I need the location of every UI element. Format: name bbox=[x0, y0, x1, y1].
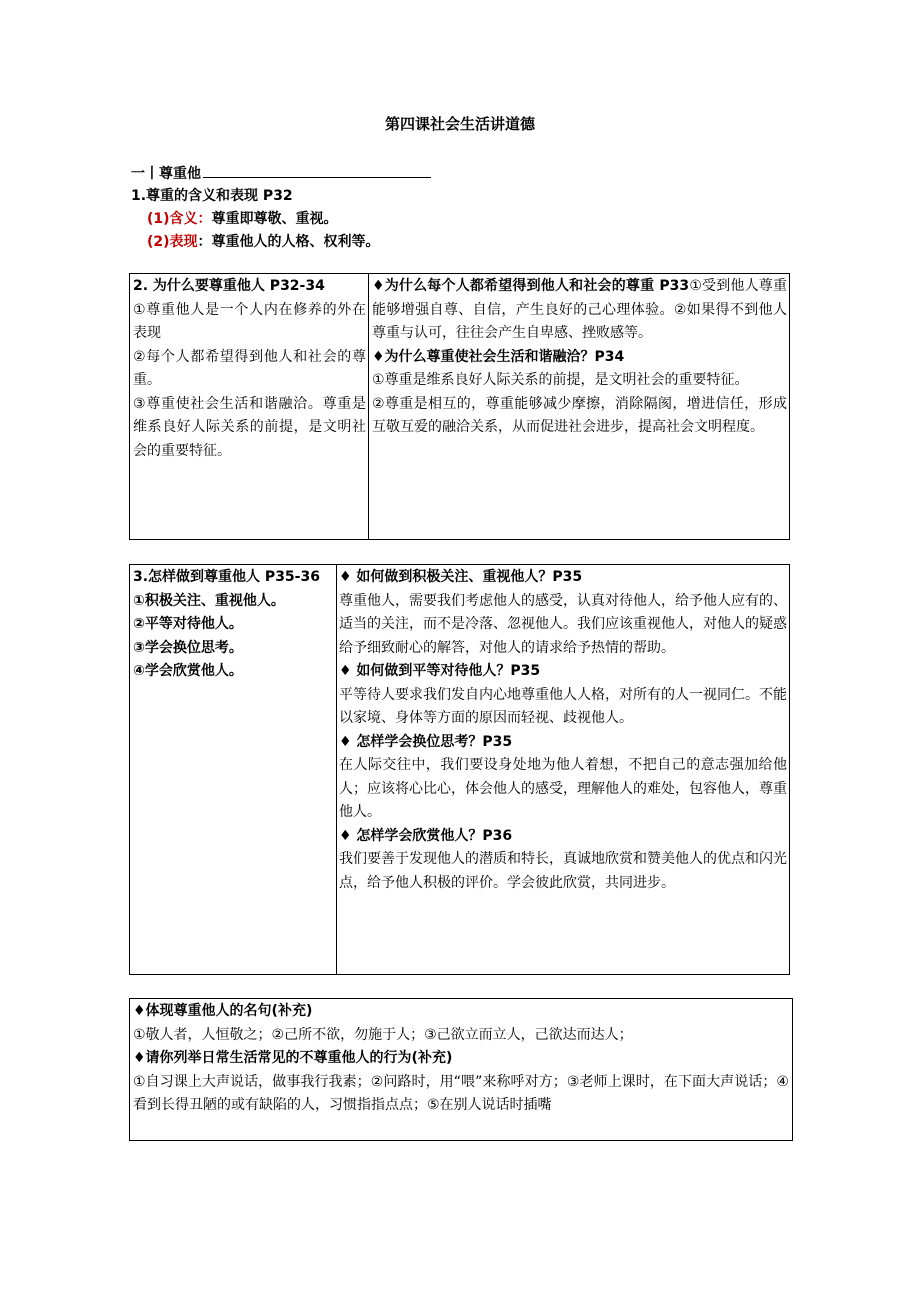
answer-harmony-1: ①尊重是维系良好人际关系的前提，是文明社会的重要特征。 bbox=[372, 372, 749, 388]
how-respect-left-cell bbox=[130, 565, 337, 974]
meaning-label: (1)含义： bbox=[147, 211, 212, 227]
how-respect-table bbox=[129, 564, 790, 975]
section-heading-text: 一丨尊重他 bbox=[131, 166, 201, 182]
why-respect-item-3: ③尊重使社会生活和谐融洽。尊重是维系良好人际关系的前提，是文明社会的重要特征。 bbox=[133, 395, 366, 459]
behavior-text: ：尊重他人的人格、权利等。 bbox=[197, 234, 380, 250]
answer-equality: 平等待人要求我们发自内心地尊重他人人格，对所有的人一视同仁。不能以家境、身体等方面的原因而轻视、歧视他人。 bbox=[339, 686, 787, 726]
why-respect-item-1: ①尊重他人是一个人内在修养的外在表现 bbox=[133, 301, 366, 341]
how-respect-item-3: ③学会换位思考。 bbox=[133, 639, 243, 656]
question-appreciation: ♦ 怎样学会欣赏他人？P36 bbox=[339, 827, 513, 844]
how-respect-item-4: ④学会欣赏他人。 bbox=[133, 663, 243, 679]
behavior-label: (2)表现 bbox=[147, 234, 198, 250]
why-respect-right-cell bbox=[369, 274, 789, 539]
question-attention: ♦ 如何做到积极关注、重视他人？P35 bbox=[339, 569, 583, 585]
why-respect-title: 2. 为什么要尊重他人 P32-34 bbox=[133, 278, 325, 294]
how-respect-title: 3.怎样做到尊重他人 P35-36 bbox=[133, 569, 320, 585]
behavior-line bbox=[147, 231, 380, 253]
page-title: 第四课社会生活讲道德 bbox=[384, 115, 535, 133]
how-respect-right-cell bbox=[336, 565, 789, 974]
supplement-box bbox=[129, 998, 793, 1141]
how-respect-item-1: ①积极关注、重视他人。 bbox=[133, 592, 285, 609]
how-respect-item-2: ②平等对待他人。 bbox=[133, 616, 243, 632]
question-everyone-wants-respect: ♦为什么每个人都希望得到他人和社会的尊重 P33 bbox=[372, 278, 690, 294]
why-respect-table bbox=[129, 273, 790, 540]
answer-disrespect: ①自习课上大声说话，做事我行我素；②问路时，用“喂”来称呼对方；③老师上课时，在下面大声说话；④看到长得丑陋的或有缺陷的人，习惯指指点点；⑤在别人说话时插嘴 bbox=[133, 1073, 789, 1113]
answer-empathy: 在人际交往中，我们要设身处地为他人着想，不把自己的意志强加给他人；应该将心比心，体会他人的感受，理解他人的难处，包容他人，尊重他人。 bbox=[339, 757, 787, 820]
meaning-line bbox=[147, 208, 338, 230]
fill-in-blank bbox=[203, 162, 431, 178]
question-harmony: ♦为什么尊重使社会生活和谐融洽？P34 bbox=[372, 348, 625, 365]
answer-everyone-wants-respect: ①受到他人尊重能够增强自尊、自信，产生良好的己心理体验。②如果得不到他人尊重与认可，往往会产生自卑感、挫败感等。 bbox=[372, 278, 787, 341]
answer-appreciation: 我们要善于发现他人的潜质和特长，真诚地欣赏和赞美他人的优点和闪光点，给予他人积极的评价。学会彼此欣赏，共同进步。 bbox=[339, 851, 787, 891]
question-quotes: ♦体现尊重他人的名句(补充) bbox=[133, 1003, 313, 1019]
question-equality: ♦ 如何做到平等对待他人？P35 bbox=[339, 663, 541, 679]
why-respect-left-cell bbox=[130, 274, 369, 539]
question-empathy: ♦ 怎样学会换位思考？P35 bbox=[339, 733, 513, 750]
answer-harmony-2: ②尊重是相互的，尊重能够减少摩擦，消除隔阂，增进信任，形成互敬互爱的融洽关系，从而促进社会进步，提高社会文明程度。 bbox=[372, 395, 787, 435]
answer-quotes: ①敬人者，人恒敬之；②己所不欲，勿施于人；③己欲立而立人，己欲达而达人； bbox=[133, 1026, 633, 1043]
subheading-meaning: 1.尊重的含义和表现 P32 bbox=[131, 188, 293, 204]
section-heading bbox=[131, 162, 431, 185]
meaning-text: 尊重即尊敬、重视。 bbox=[211, 211, 338, 227]
question-disrespect: ♦请你列举日常生活常见的不尊重他人的行为(补充) bbox=[133, 1050, 453, 1066]
answer-attention: 尊重他人，需要我们考虑他人的感受，认真对待他人，给予他人应有的、适当的关注，而不是冷落、忽视他人。我们应该重视他人，对他人的疑惑给予细致耐心的解答，对他人的请求给予热情的帮助。 bbox=[339, 592, 787, 656]
why-respect-item-2: ②每个人都希望得到他人和社会的尊重。 bbox=[133, 348, 366, 388]
